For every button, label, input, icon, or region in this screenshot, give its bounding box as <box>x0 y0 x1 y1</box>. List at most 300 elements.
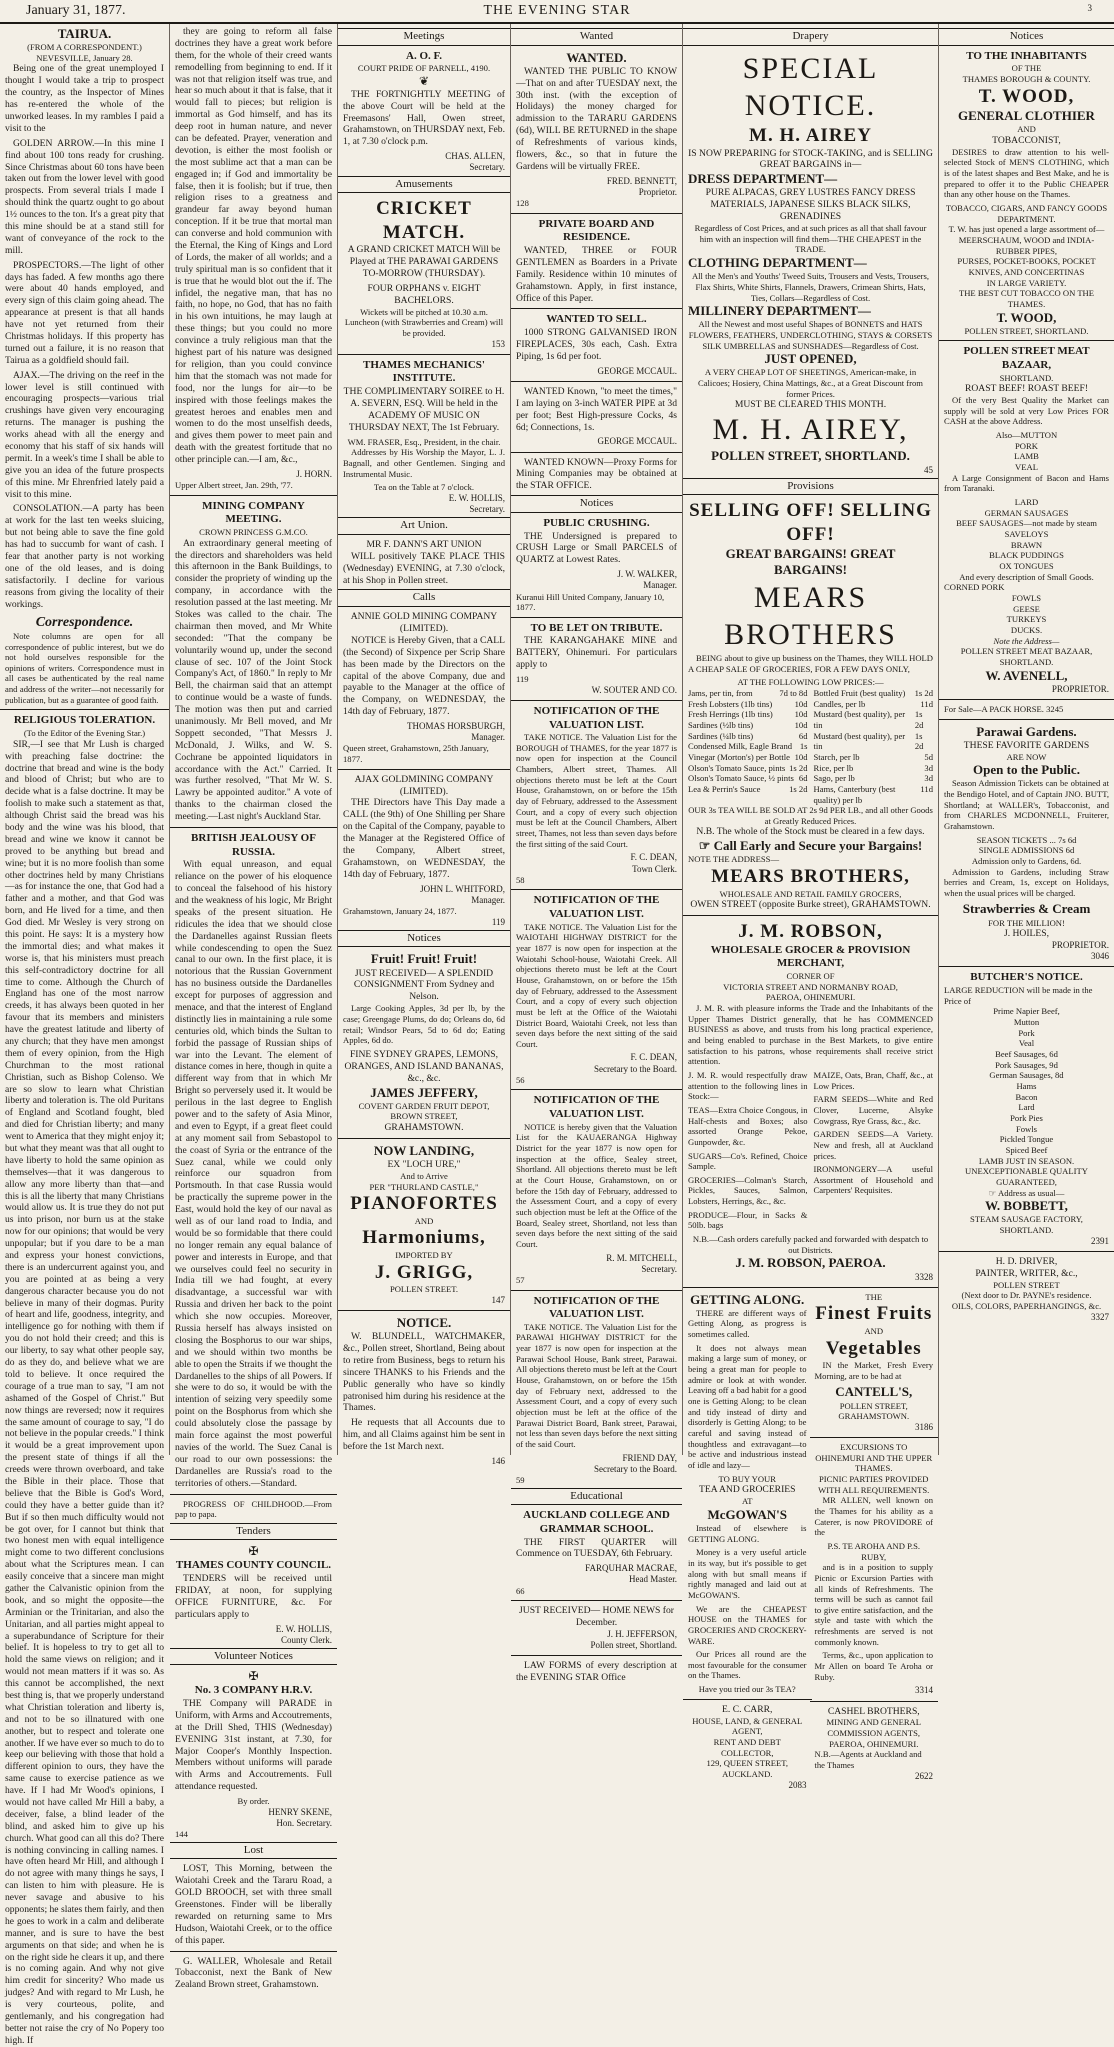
divider <box>511 889 682 890</box>
signature-title: Hon. Secretary. <box>276 1817 332 1828</box>
ad-line: (Next door to Dr. PAYNE's residence. <box>961 1290 1092 1301</box>
signature-title: Secretary. <box>469 162 505 173</box>
divider <box>170 1494 337 1495</box>
divider <box>511 1600 682 1601</box>
price-row <box>814 709 934 730</box>
ad-number: 144 <box>175 1829 188 1840</box>
ad-title: WANTED. <box>566 49 627 65</box>
price-value: 10d <box>794 719 808 730</box>
paragraph: Terms, &c., upon application to Mr Allen on board Te Aroha or Ruby. <box>814 1650 933 1682</box>
ad-line: PER "THURLAND CASTLE," <box>369 1181 479 1192</box>
signature: FRIEND DAY, <box>622 1452 677 1463</box>
section-heading: Volunteer Notices <box>170 1648 337 1666</box>
price-item: Olson's Tomato Sauce, pints <box>688 762 786 773</box>
price-row <box>814 773 934 784</box>
stock-list-right <box>814 1070 934 1234</box>
newspaper-title: THE EVENING STAR <box>483 3 631 18</box>
ad-line: THESE FAVORITE GARDENS <box>963 739 1090 751</box>
ad-line: WHOLESALE GROCER & PROVISION MERCHANT, <box>710 943 911 970</box>
ad-line: SINGLE ADMISSIONS 6d <box>978 845 1075 856</box>
ad-title: Strawberries & Cream <box>962 901 1091 917</box>
ad-line: CORNER OF <box>786 971 835 982</box>
ad-number: 57 <box>516 1274 525 1285</box>
ad-line: PURSES, POCKET-BOOKS, POCKET KNIVES, AND CONCERTINAS <box>957 256 1096 277</box>
price-item: Mustard (best quality), per tin <box>813 709 906 730</box>
ad-number: 147 <box>491 1294 505 1305</box>
department-heading: MILLINERY DEPARTMENT— <box>688 303 871 319</box>
price-item: Condensed Milk, Eagle Brand <box>688 741 793 752</box>
price-item: Hams, Canterbury (best quality) per lb <box>813 783 896 805</box>
ad-line: FINE SYDNEY GRAPES, LEMONS, ORANGES, AND ISLAND BANANAS, &c., &c. <box>344 1048 504 1084</box>
ad-line: OUR 3s TEA WILL BE SOLD AT 2s 9d PER LB., and all other Goods at Greatly Reduced Prices. <box>688 805 933 826</box>
price-value: 1s 2d <box>914 687 933 698</box>
ad-line: Have you tried our 3s TEA? <box>698 1684 796 1695</box>
paragraph: NOTICE is Hereby Given, that a CALL (the Second) of Sixpence per Scrip Share has been made by the Directors on the capital of the above Company, due and payable to the Manager at the office of the Company, on WEDNESDAY, the 14th day of February, 1877. <box>343 634 505 718</box>
signature-title: Secretary to the Board. <box>594 1463 677 1474</box>
ad-title: Parawai Gardens. <box>976 723 1077 739</box>
signature-title: County Clerk. <box>281 1634 332 1645</box>
ad-line: AND <box>864 1325 884 1336</box>
ad-line <box>944 704 1109 715</box>
ad-line: ARE NOW <box>1006 751 1047 762</box>
ad-title: GETTING ALONG. <box>690 1291 805 1307</box>
price-value: 11d <box>920 783 933 794</box>
ad-title: Harmoniums, <box>362 1227 486 1249</box>
divider <box>683 1287 938 1288</box>
divider <box>939 340 1114 341</box>
price-item: Sago, per lb <box>813 773 855 784</box>
paragraph: Our Prices all round are the most favourable for the consumer on the Thames. <box>688 1649 807 1681</box>
ad-number: 2391 <box>1091 1235 1109 1246</box>
paragraph: TAKE NOTICE. The Valuation List for the WAIOTAHI HIGHWAY DISTRICT for the year 1877 is now open for inspection at the Waiotahi School-house, Waiotahi Creek. All objections thereto must be left at the Court House, Grahamstown, on or before the 15th day of February, addressed to the Assessment Court, and a copy of every such objection must be left at the Office of the Waiotahi District Board, Waiotahi Creek, not less than seven days before the next sitting of the said Court. <box>516 921 677 1049</box>
divider <box>338 354 510 355</box>
ad-line: GRAHAMSTOWN. <box>384 1121 464 1133</box>
paragraph: J. M. R. would respectfully draw attention to the following lines in Stock:— <box>688 1069 808 1102</box>
ad-line: POLLEN STREET. <box>389 1284 459 1295</box>
price-item: Vinegar (Morton's) per Bottle <box>688 751 790 762</box>
divider <box>338 769 510 770</box>
department-heading: DRESS DEPARTMENT— <box>688 171 838 187</box>
masthead <box>0 0 1114 24</box>
paragraph: With equal unreason, and equal reliance on the power of his eloquence to conceal the falsehood of his history and the weakness of his logic, Mr Bright speaks of the present situation. He ridicules the idea that we should close the Dardanelles against Russian fleets while condescending to open the Suez canal to our own. In the first place, it is notorious that the Russian Government has no business outside the Dardanelles except for purposes of aggression and menace, and that the interest of England distinctly lies in maintaining a rule some centuries old, which binds the Sultan to forbid the passage of Russian ships of war into the Levant. The element of distance comes in here, though in quite a different way from that in which Mr Bright so perversely used it. It would be perilous in the last degree to English power and to the safety of Asia Minor, and even to Egypt, if a great fleet could at any moment sail from Sebastopol to the coast of Syria or the entrance of the Suez canal, while we could only reinforce our squadron from Portsmouth. In that case Russia would be practically the supreme power in the East, would hold the key of our naval as well as of our land road to India, and would be so formidable that there could no longer remain any equal balance of power and interests in Europe, and that we ourselves could feel no security in India till we had fought, at every disadvantage, a successful war with Russia and driven her back to the point which she now occupies. Moreover, Russia herself has always insisted on closing the Bosphorus to our war ships, and we should within two months be able to open the Straits if we thought the Dardanelles to the ships of all Powers. If she were to do so, it would be with the intention of seizing very speedily some point on the Bosphorus from which she could absolutely close the passage by main force against the most powerful navies of the world. The Suez Canal is our road to our own possessions: the Dardanelles are Russia's road to the territories of others.—Standard. <box>175 859 332 1489</box>
ad-name: J. GRIGG, <box>374 1261 474 1283</box>
paragraph: THE Company will PARADE in Uniform, with Arms and Accoutrements, at the Drill Shed, THIS (Wednesday) EVENING 31st instant, at 7.30, for Major Cooper's Monthly Inspection. Members without uniforms will parade with Arms and Accoutrements. Full attendance requested. <box>175 1697 332 1793</box>
price-item: Lea & Perrin's Sauce <box>688 783 761 794</box>
divider <box>810 1701 939 1702</box>
signature-title: Head Master. <box>629 1574 677 1585</box>
signature: W. SOUTER AND CO. <box>591 684 677 695</box>
divider <box>170 827 337 828</box>
paragraph: TAKE NOTICE. The Valuation List for the PARAWAI HIGHWAY DISTRICT for the year 1877 is now open for inspection at the Parawai School House, Bank street, Parawai. All objections thereto must be left at the Court House, Grahamstown, on or before the 15th day of February next, addressed to the Assessment Court, and a copy of every such objection must be left at the office of the Parawai District Board, Bank street, Parawai, not less than seven days before the next sitting of the said Court. <box>516 1321 677 1450</box>
ad-line: FOWLS <box>1011 592 1042 603</box>
ad-number: 128 <box>516 198 529 209</box>
ad-title: NOTIFICATION OF THE VALUATION LIST. <box>533 1294 660 1321</box>
list-item: Prime Napier Beef, <box>993 1006 1060 1017</box>
ad-line: TEA AND GROCERIES <box>699 1484 796 1496</box>
ad-text: For Sale—A PACK HORSE. <box>944 703 1044 714</box>
ad-line: PAEROA, OHINEMURI. <box>829 1738 919 1749</box>
ad-line: AT <box>741 1496 753 1507</box>
ad-subtitle: COURT PRIDE OF PARNELL, 4190. <box>357 63 491 74</box>
ad-title: Finest Fruits <box>815 1303 933 1325</box>
list-item: Fowls <box>1015 1123 1037 1134</box>
divider <box>338 1138 510 1139</box>
ad-line <box>944 1188 1109 1199</box>
signature: THOMAS HORSBURGH, <box>406 721 505 732</box>
list-item: OX TONGUES <box>999 561 1054 572</box>
paragraph: SIR,—I see that Mr Lush is charged with preaching false doctrine: the doctrine that bread and wine is the body and blood of Christ; but who are to decide what is a false doctrine. It may be foolish to make such a statement as that, although Christ said the bread was his body and the wine was his blood, that bread and wine we know it cannot be proved to be anything but bread and wine; but it is no more foolish than some other doctrines held by many Christians—as for instance the one, that God had a father and a mother, and that God was born, and He lived for a time, and then God died. Mr Wesley is very strong on this point. He says: It is a mystery how the immortal dies; and what makes it worse is, that his ministers must preach this self-contradictory doctrine for all time to come. Although the Church of England has one of the most narrow creeds, it has always been quoted in her favour that its members and ministers have the greatest latitude and liberty of any church; that they have men amongst them of every opinion, from the High Churchman to the most rational Christian, such as Bishop Colenso. We are so slow to learn what Christian liberty and toleration is. The old Puritans of England and Scotland fought, bled and died for Christian liberty; and many went to America that they might enjoy it; but what they meant was that all ought to have liberty to hold the same opinion as themselves—that it was dangerous to allow any more liberty than that—and this is all the liberty that many Christians would allow us. It is true they do not put us into prison, nor burn us at the stake now for our opinions; that would be very unpopular; but if you dare to be a man and express your honest convictions, there is an undercurrent against you, and you are pointed at as being a very dangerous character because you do not believe in many of their dogmas. Purity of heart and life, goodness, integrity, and intelligence go for nothing with them if you do not hold their creed; and this is our liberty, to say what other people say, do as they do, and believe what we are told to believe. It once required the courage of a true man to say, "I am not ashamed of the Gospel of Christ." But now things are reversed; now it requires the same amount of courage to say, "I do not believe in the popular creeds." I think it would be a great improvement upon the present state of things if all the creeds were thrown overboard, and take the Bible in their place. Those that believe that the Bible is God's Word, could they have a better guide than it? But if so then much difficulty would not be got over, for I cannot but think that two honest men with equal intelligence might come to two different conclusions about what the Scriptures mean. I can easily conceive that a sincere man might gather the Calvanistic opinion from the book, and so might the opposite—the Arminian or the Trinitarian, and also the Unitarian, and all parties might appeal to a superabundance of Scripture for their belief. It is hopeless to try to get all to hold the same views on religion; and it would not mean matters if it was so. As this cannot be accomplished, the next best thing is, that we properly understand what Christian toleration and liberty is, and not to be so illnatured with one another, but to respect and tolerate one another. If we have ever so much to do to keep our believing with those that hold a different opinion to ours, they have the same cause to exercise patience as we have. If I had Mr Wood's opinions, I would not have called Mr Hill a baby, a deceiver, false, a blind leader of the blind, and asked him to give up his church. What good can all this do? There is nothing convincing in calling names. I have often heard Mr Hill, and although I do not agree with many things he says, I can listen to him with pleasure. He is never savage and abusive to his opponents; he slates them fairly, and then he goes to work in a calm and deliberate manner, and is sure to have the best arguments on that side; and when he is on the right side he clears it up, and there is no coming again. And why not give him credit for sincerity? Who made us judges? And with regard to Mr Lush, he is very courteous, polite, and gentlemanly, and his congregation had better not raise the cry of No Popery too high. If <box>5 738 164 2046</box>
ad-line: MINING AND GENERAL COMMISSION AGENTS, <box>826 1717 922 1739</box>
ad-number: 3046 <box>1091 951 1109 962</box>
paragraph: Being one of the great unemployed I thought I would take a trip to prospect the country, as the Inspector of Mines has re-entered the whole of the unworked leases. In my rambles I paid a visit to the <box>5 63 164 134</box>
ad-number: 119 <box>516 674 529 685</box>
paragraph: MR ALLEN, well known on the Thames for his ability as a Caterer, is now PROVIDORE of the <box>814 1495 933 1538</box>
signature: F. C. DEAN, <box>630 852 677 863</box>
ad-headline: SELLING OFF! SELLING OFF! <box>689 500 932 545</box>
price-value: 1s 2d <box>914 730 924 752</box>
ad-line: RENT AND DEBT COLLECTOR, <box>713 1737 781 1758</box>
paragraph: Instead of elsewhere is GETTING ALONG. <box>688 1522 807 1544</box>
signature: J. W. WALKER, <box>617 569 677 580</box>
ad-line: PURE ALPACAS, GREY LUSTRES FANCY DRESS MATERIALS, JAPANESE SILKS BLACK SILKS, GRENADINES <box>705 187 916 223</box>
divider <box>939 719 1114 720</box>
ad-name: CASHEL BROTHERS, <box>827 1705 920 1717</box>
price-row <box>688 752 808 763</box>
signature: E. W. HOLLIS, <box>275 1623 332 1634</box>
ad-callout: Call Early and Secure your Bargains! <box>713 838 923 854</box>
price-value: 1s 2d <box>914 709 924 730</box>
ad-line: LARGE REDUCTION will be made in the Price of <box>944 985 1093 1006</box>
signature: FARQUHAR MACRAE, <box>585 1563 677 1574</box>
ad-number: 3314 <box>915 1685 933 1696</box>
ad-title: NOTIFICATION OF THE VALUATION LIST. <box>533 704 660 731</box>
divider <box>939 699 1114 700</box>
divider <box>511 213 682 214</box>
signature: F. C. DEAN, <box>630 1052 677 1063</box>
ad-line: N.B.—Cash orders carefully packed and forwarded with despatch to out Districts. <box>692 1234 929 1255</box>
paragraph: It does not always mean making a large sum of money, or being a great man for people to admire or look at with wonder. Leaving off a bad habit for a good one is Getting Along; to be clean and tidy instead of dirty and disorderly is Getting Along; to be careful and saving instead of thoughtless and extravagant—to be active and industrious instead of idle and lazy— <box>688 1342 807 1470</box>
issue-date: January 31, 1877. <box>26 3 126 18</box>
list-item: LARD <box>1014 497 1039 508</box>
paragraph: THERE are different ways of Getting Along, as progress is sometimes called. <box>688 1307 807 1340</box>
list-item: SAVELOYS <box>1004 529 1049 540</box>
divider <box>511 1290 682 1291</box>
column-2 <box>170 24 338 1991</box>
ad-address: POLLEN STREET, SHORTLAND. <box>964 325 1089 336</box>
divider <box>810 1437 939 1438</box>
paragraph: THE KARANGAHAKE MINE and BATTERY, Ohinemuri. For particulars apply to <box>516 635 677 671</box>
ad-line: LAMB JUST IN SEASON. <box>978 1155 1075 1166</box>
paragraph: TAKE NOTICE. The Valuation List for the BOROUGH of THAMES, for the year 1877 is now open for inspection at the Council Chambers, Albert street, Thames. All objections thereto must be left at the Court House, Grahamstown, on or before the 15th day of February, addressed to the Assessment Court, and a copy of every such objection must be left at the Council Chambers, Albert street, Thames, not less than seven days before the first sitting of the said Court. <box>516 732 677 849</box>
list-item: GERMAN SAUSAGES <box>984 507 1069 518</box>
price-row <box>688 784 808 795</box>
department-heading: CLOTHING DEPARTMENT— <box>688 255 867 271</box>
ad-line: IS NOW PREPARING for STOCK-TAKING, and is SELLING GREAT BARGAINS in— <box>688 147 933 171</box>
list-item: PORK <box>1015 440 1038 451</box>
paragraph: Large Cooking Apples, 3d per lb, by the case; Greengage Plums, do do; Orleans do, 6d retail; Windsor Pears, 5d to 6d do; Eating Apples, 6d do. <box>343 1003 505 1046</box>
paragraph: Admission to Gardens, including Straw berries and Cream, 1s, except on Holidays, when the usual prices will be charged. <box>944 866 1109 898</box>
ad-number: 119 <box>491 916 505 927</box>
divider <box>939 1251 1114 1252</box>
paragraph: LAW FORMS of every description at the EVENING STAR Office <box>516 1660 677 1684</box>
signature: E. W. HOLLIS, <box>448 492 505 503</box>
ad-name: JAMES JEFFERY, <box>370 1084 478 1100</box>
ad-title: NOTIFICATION OF THE VALUATION LIST. <box>533 1094 660 1121</box>
divider <box>683 1699 812 1700</box>
signature: JOHN L. WHITFORD, <box>420 883 505 894</box>
ad-line: SEASON TICKETS ... 7s 6d <box>976 834 1077 845</box>
ad-line <box>688 838 933 854</box>
ad-title: TO THE INHABITANTS <box>966 49 1087 62</box>
list-item: Pork <box>1018 1027 1035 1038</box>
price-list <box>688 688 933 805</box>
divider <box>511 308 682 309</box>
list-item: BRAWN <box>1010 539 1043 550</box>
ad-line: UNEXCEPTIONABLE QUALITY GUARANTEED, <box>965 1166 1088 1187</box>
ad-number: 3328 <box>915 1271 933 1282</box>
paragraph: PROGRESS OF CHILDHOOD.—From pap to papa. <box>175 1498 332 1520</box>
signature-title: Town Clerk. <box>632 863 677 874</box>
ad-name: J. HOILES, <box>1003 928 1050 940</box>
price-row <box>814 688 934 699</box>
price-row <box>814 752 934 763</box>
list-item: Hams <box>1016 1080 1037 1091</box>
ad-line: AND <box>1017 124 1036 135</box>
ad-fruits <box>815 1292 934 1791</box>
paragraph: TENDERS will be received until FRIDAY, at noon, for supplying OFFICE FURNITURE, &c. For particulars apply to <box>175 1572 332 1620</box>
paragraph: WM. FRASER, Esq., President, in the chair. <box>347 436 501 447</box>
ad-title: A. O. F. <box>406 49 442 62</box>
list-item: Pork Pies <box>1010 1112 1043 1123</box>
price-value: 10d <box>794 709 808 720</box>
signature: GEORGE MCCAUL. <box>597 436 677 447</box>
stock-list <box>688 1070 933 1234</box>
paragraph: they are going to reform all false doctrines they have a great work before them, for the whole of their creed wants remodelling from beginning to end. If it was not that religion itself was true, and hear so much about it that is false, that it would fall to pieces; but religion is immortal as God himself, and has its deep root in human nature, and never can be defeated. Prayer, veneration and devotion, is either the most foolish or the most sublime act that a man can be engaged in; if God and immortality be false, then it is foolish; but if true, then religion rises to a greatness and grandeur far away beyond human conception. If it be true that mortal man can converse and hold communion with the Eternal, the King of Kings and Lord of Lords, the maker of all worlds; and a truly spiritual man is so confident that it is true that he would blot out the if. The infidel, the negative man, that has no faith, no hope, no God, that has no faith in his own intuitions, he may laugh at these things; but you could no more convince a truly religious man that the highest part of his nature was designed for religion, than you could convince him that the stomach was not made for food, nor the lungs for air—to be inspired with those feelings makes the greatest heroes and enables men and women to do the most unselfish deeds, and gives them power to meet pain and death with the greatest fortitude that no other principle can.—I am, &c., <box>175 26 332 466</box>
ad-line: Regardless of Cost Prices, and at such prices as all that shall favour him with an inspection will find them—THE CHEAPEST in the TRADE. <box>694 223 927 255</box>
paragraph: PRODUCE—Flour, in Sacks & 50lb. bags <box>688 1209 808 1231</box>
price-value: 3d <box>924 762 933 773</box>
price-row <box>688 731 808 742</box>
list-item: German Sausages, 8d <box>989 1070 1064 1081</box>
ad-title: NOTICE. <box>396 1314 452 1330</box>
section-heading: Amusements <box>338 176 510 194</box>
ad-title: MR F. DANN'S ART UNION <box>366 538 482 550</box>
list-item: Bacon <box>1015 1091 1038 1102</box>
paragraph: Season Admission Tickets can be obtained at the Bendigo Hotel, and of Captain JNO. BUTT, Shortland; at WALLER's, Tobacconist, and from CHARLES MCDONNELL, Fruiterer, Grahamstown. <box>944 778 1109 831</box>
emblem-icon: ❦ <box>418 73 430 88</box>
signature: HENRY SKENE, <box>268 1806 332 1817</box>
ad-line: Note the Address— <box>993 635 1060 646</box>
list-item: BEEF SAUSAGES—not made by steam <box>956 518 1097 529</box>
ad-address: POLLEN STREET, GRAHAMSTOWN. <box>838 1400 910 1422</box>
signature-title: Proprietor. <box>638 186 677 197</box>
ad-line: MUST BE CLEARED THIS MONTH. <box>734 399 887 411</box>
list-item: BLACK PUDDINGS <box>989 550 1064 561</box>
ad-name: W. AVENELL, <box>985 667 1068 683</box>
signature-title: Manager. <box>471 732 505 743</box>
signature: J. HORN. <box>296 468 332 479</box>
ad-line: VICTORIA STREET AND NORMANBY ROAD, <box>723 981 898 992</box>
list-item: LAMB <box>1014 451 1039 462</box>
paragraph: 1000 STRONG GALVANISED IRON FIREPLACES, 30s each, Cash. Extra Piping, 1s 6d per foot. <box>516 327 677 362</box>
ad-title: Fruit! Fruit! Fruit! <box>370 951 478 967</box>
divider <box>511 617 682 618</box>
paragraph: He requests that all Accounts due to him, and all Claims against him be sent in before the 1st March next. <box>343 1417 505 1453</box>
price-row <box>814 763 934 774</box>
price-list-left <box>688 688 808 805</box>
paragraph: W. BLUNDELL, WATCHMAKER, &c., Pollen street, Shortland, Being about to retire from Business, begs to return his sincere THANKS to his Friends and the Public generally who have so kindly patronised him during his residence at the Thames. <box>343 1331 505 1414</box>
ad-title: NOW LANDING, <box>373 1142 475 1158</box>
ad-line: HOUSE, LAND, & GENERAL AGENT, <box>692 1715 803 1737</box>
divider <box>511 452 682 453</box>
ad-name: J. M. ROBSON, <box>738 921 883 943</box>
ad-line: Also—MUTTON <box>995 430 1058 441</box>
ad-title: ANNIE GOLD MINING COMPANY (LIMITED). <box>350 611 498 634</box>
ad-title: JUST RECEIVED— HOME NEWS for December. <box>519 1605 674 1629</box>
price-row <box>814 731 934 752</box>
paragraph: Of the very Best Quality the Market can supply will be sold at very Low Prices FOR CASH at the above Address. <box>944 395 1109 427</box>
article-title: MINING COMPANY MEETING. <box>202 499 305 526</box>
ad-line: TOBACCONIST, <box>992 134 1061 146</box>
section-heading: Notices <box>338 930 510 948</box>
article-subtitle: (FROM A CORRESPONDENT.) <box>27 42 142 53</box>
ad-line: OILS, COLORS, PAPERHANGINGS, &c. <box>951 1300 1102 1311</box>
ad-title: Vegetables <box>825 1337 922 1359</box>
section-heading: Lost <box>170 1842 337 1860</box>
list-item: Veal <box>1018 1038 1035 1049</box>
ad-subtitle: JUST RECEIVED— A SPLENDID CONSIGNMENT From Sydney and Nelson. <box>353 967 495 1003</box>
ad-text: Address as usual— <box>998 1187 1065 1198</box>
price-item: Fresh Lobsters (1lb tins) <box>688 698 773 709</box>
price-value: 1s 2d <box>789 762 808 773</box>
ad-name: MEARS BROTHERS, <box>711 866 910 888</box>
list-item: Pickled Tongue <box>999 1134 1054 1145</box>
article-title: TAIRUA. <box>57 26 112 41</box>
ad-number: 59 <box>516 1474 525 1485</box>
ad-title: TO BE LET ON TRIBUTE. <box>530 621 663 634</box>
price-row <box>814 784 934 805</box>
paragraph: WANTED KNOWN—Proxy Forms for Mining Companies may be obtained at the STAR OFFICE. <box>516 456 677 492</box>
place-line: Kuranui Hill United Company, January 10, 1877. <box>516 591 665 613</box>
ad-line: IN LARGE VARIETY. <box>986 277 1067 288</box>
ad-subheadline: JUST OPENED, <box>764 351 857 367</box>
ad-number: 153 <box>491 338 505 349</box>
paragraph: SUGARS—Co's. Refined, Choice Sample. <box>688 1150 808 1172</box>
paragraph: LOST, This Morning, between the Waiotahi Creek and the Tararu Road, a GOLD BROOCH, set with three small Greenstones. Finder will be liberally rewarded on returning same to Mrs Hudson, Waiotahi Creek, or to the office of this paper. <box>175 1863 332 1946</box>
ad-line: SHORTLAND. <box>999 1224 1054 1235</box>
ad-line: AND <box>414 1215 434 1226</box>
ad-line: DUCKS. <box>1010 624 1043 635</box>
ad-line: MEERSCHAUM, WOOD and INDIA-RUBBER PIPES, <box>958 235 1095 256</box>
paragraph: MAIZE, Oats, Bran, Chaff, &c., at Low Prices. <box>813 1069 933 1091</box>
ad-row <box>688 1292 933 1791</box>
paragraph: THE FIRST QUARTER will Commence on TUESDAY, 6th February. <box>516 1536 677 1560</box>
ad-line: POLLEN STREET <box>993 1279 1060 1290</box>
section-heading: Educational <box>511 1488 682 1506</box>
list-item: VEAL <box>1015 462 1038 473</box>
ad-line: TOBACCO, CIGARS, AND FANCY GOODS DEPARTMENT. <box>945 203 1108 224</box>
paragraph: IN the Market, Fresh Every Morning, are to be had at <box>814 1360 933 1381</box>
ad-number: 2622 <box>915 1770 933 1781</box>
ad-line: SHORTLAND. <box>999 372 1054 383</box>
list-item: Spiced Beef <box>1005 1144 1048 1155</box>
place-line: Queen street, Grahamstown, 25th January, 1877. <box>343 743 489 765</box>
ad-line: P.S. TE AROHA AND P.S. RUBY, <box>827 1540 920 1562</box>
ad-name: H. D. DRIVER, <box>995 1255 1058 1267</box>
price-value: 1s <box>799 741 808 752</box>
ad-name: MEARS BROTHERS <box>724 580 897 651</box>
order-line: By order. <box>237 1796 270 1807</box>
list-item: Mutton <box>1013 1017 1040 1028</box>
price-value: 6d <box>798 730 808 741</box>
article-title: BRITISH JEALOUSY OF RUSSIA. <box>191 832 316 858</box>
ad-line: PICNIC PARTIES PROVIDED WITH ALL REQUIREMENTS. <box>818 1473 930 1495</box>
match-line: FOUR ORPHANS v. EIGHT BACHELORS. <box>367 282 481 306</box>
ad-name: M. H. AIREY <box>749 125 872 146</box>
crest-icon: ✠ <box>248 1544 259 1559</box>
ad-line: IMPORTED BY <box>395 1249 453 1260</box>
signature-title: Secretary. <box>469 504 505 515</box>
ad-number: 3327 <box>1091 1311 1109 1322</box>
butcher-list <box>944 1006 1109 1155</box>
divider <box>683 915 938 916</box>
paragraph: G. WALLER, Wholesale and Retail Tobacconist, next the Bank of New Zealand Brown street, Grahamstown. <box>175 1955 332 1991</box>
crest-icon: ✠ <box>248 1669 259 1684</box>
ad-line: AT THE FOLLOWING LOW PRICES:— <box>737 677 884 688</box>
ad-title: THAMES MECHANICS' INSTITUTE. <box>363 358 485 385</box>
paragraph: GROCERIES—Colman's Starch, Pickles, Sauces, Salmon, Lobsters, Herrings, &c., &c. <box>688 1174 808 1207</box>
ad-line: EX "LOCH URE," <box>387 1158 461 1170</box>
divider <box>338 1310 510 1311</box>
ad-line: POLLEN STREET MEAT BAZAAR, <box>960 646 1093 657</box>
paragraph: NOTICE is hereby given that the Valuation List for the KAUAERANGA Highway District for the year 1877 is now open for inspection at the office, Sealey street, Shortland. All objections thereto must be left at the Court House, Grahamstown, on or before the 15th day of February, addressed to the Assessment Court, and a copy of every such objection must be left at the Office of the Board, Sealey street, Shortland, not less than seven days before the next sitting of the said Court. <box>516 1121 677 1249</box>
paragraph: TEAS—Extra Choice Congous, in Half-chests and Boxes; also assorted Orange Pekoe, Gunpowder, &c. <box>688 1104 808 1147</box>
ad-address: 129, QUEEN STREET, AUCKLAND. <box>706 1758 788 1779</box>
pointing-hand-icon: ☞ <box>698 838 714 854</box>
ad-line: TURKEYS <box>1006 614 1047 625</box>
section-heading: Wanted <box>511 28 682 46</box>
section-heading: Provisions <box>683 478 938 496</box>
price-value: 10d <box>794 698 808 709</box>
list-item: Lard <box>1018 1102 1035 1113</box>
signature: J. H. JEFFERSON, <box>607 1629 677 1640</box>
ad-name: CANTELL'S, <box>835 1384 913 1400</box>
ad-line: NOTE THE ADDRESS— <box>688 854 780 865</box>
ad-title: PIANOFORTES <box>350 1193 498 1215</box>
divider <box>0 709 169 710</box>
ad-line: Admission only to Gardens, 6d. <box>971 855 1082 866</box>
signature-title: Pollen street, Shortland. <box>590 1640 677 1651</box>
signature-title: PROPRIETOR. <box>1051 940 1109 951</box>
signature-title: Secretary. <box>641 1263 677 1274</box>
price-value: 6d <box>798 773 808 784</box>
ad-address: OWEN STREET (opposite Burke street), GRAHAMSTOWN. <box>690 899 931 911</box>
ad-line: CORNED PORK <box>944 582 1005 593</box>
ad-line: FOR THE MILLION! <box>988 917 1065 928</box>
dateline: NEVESVILLE, January 28. <box>36 52 133 63</box>
meat-list <box>944 441 1109 473</box>
ad-line: N.B. The whole of the Stock must be cleared in a few days. <box>696 826 925 838</box>
ad-line: And every description of Small Goods. <box>959 571 1094 582</box>
ad-line: STEAM SAUSAGE FACTORY, <box>970 1214 1083 1225</box>
paragraph: WANTED THE PUBLIC TO KNOW—That on and after TUESDAY next, the 30th inst. (with the exception of Holidays) the money charged for admission to the TARARU GARDENS (6d), WILL BE RETURNED in the shape of Refreshments of various kinds, flowers, &c., so that in future the Gardens will be virtually FREE. <box>516 65 677 172</box>
divider <box>511 1655 682 1656</box>
ad-line: GENERAL CLOTHIER <box>958 108 1095 124</box>
list-item: Pork Sausages, 9d <box>995 1059 1058 1070</box>
ad-title: AJAX GOLDMINING COMPANY (LIMITED). <box>354 773 494 797</box>
divider <box>170 495 337 496</box>
ad-line: THE <box>865 1291 883 1302</box>
